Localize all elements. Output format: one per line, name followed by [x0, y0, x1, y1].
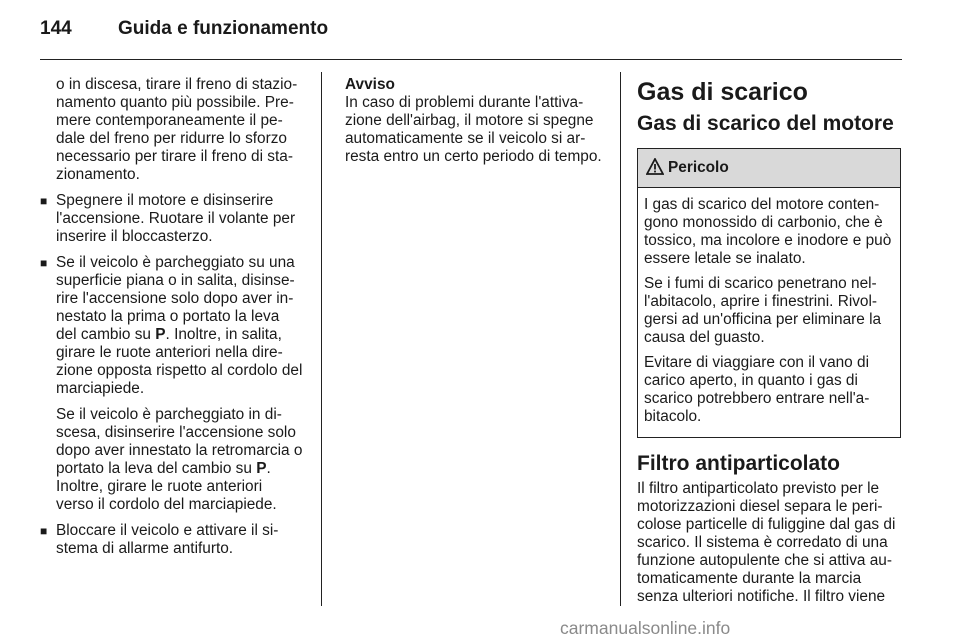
danger-paragraph: I gas di scarico del motore conten-gono monossido di carbonio, che è tossico, ma incolore e inodore e può essere letale se inalato. — [644, 196, 892, 267]
bullet-icon: ■ — [40, 524, 48, 538]
column-divider-left — [321, 72, 322, 606]
danger-paragraph: Se i fumi di scarico penetrano nel-l'abitacolo, aprire i finestrini. Rivol-gersi ad un'officina per eliminare la causa del guasto. — [644, 275, 882, 346]
continued-paragraph: o in discesa, tirare il freno di stazio-namento quanto più possibile. Pre-mere contemporaneamente il pe-dale del freno per ridurre lo sforzo necessario per tirare il freno di sta-zionamento. — [56, 76, 298, 183]
chapter-title: Guida e funzionamento — [118, 18, 329, 39]
warning-triangle-icon — [646, 158, 664, 175]
danger-paragraph: Evitare di viaggiare con il vano di carico aperto, in quanto i gas di scarico potrebbero entrare nell'a-bitacolo. — [644, 354, 870, 425]
list-item-text: Se il veicolo è parcheggiato in di-scesa, disinserire l'accensione solo dopo aver innestato la retromarcia o portato la leva del cambio su — [56, 406, 303, 477]
column-2 — [345, 76, 603, 166]
gear-position-p: P — [256, 460, 267, 477]
list-item-text: Se il veicolo è parcheggiato su una superficie piana o in salita, disinse-rire l'accensione solo dopo aver in-nestato la prima o portato la leva del cambio su — [56, 254, 295, 343]
danger-header — [638, 149, 900, 188]
list-item-text: . Inoltre, in salita, girare le ruote anteriori nella dire-zione opposta rispetto al cordolo del marciapiede. — [56, 326, 303, 397]
list-item — [40, 192, 304, 246]
column-1 — [40, 76, 304, 566]
list-item-text: . Inoltre, girare le ruote anteriori verso il cordolo del marciapiede. — [56, 460, 277, 513]
danger-body — [638, 188, 900, 437]
bullet-icon: ■ — [40, 194, 48, 208]
list-item-text: Spegnere il motore e disinserire l'accensione. Ruotare il volante per inserire il bloccasterzo. — [56, 192, 296, 245]
list-item — [40, 254, 304, 398]
subsection-title: Gas di scarico del motore — [637, 112, 894, 135]
list-item-subparagraph — [40, 406, 304, 514]
list-item-text: Bloccare il veicolo e attivare il si-stema di allarme antifurto. — [56, 522, 279, 557]
note-title: Avviso — [345, 76, 395, 93]
bullet-icon: ■ — [40, 256, 48, 270]
danger-box — [637, 148, 901, 438]
header-rule — [40, 59, 902, 60]
page-number: 144 — [40, 18, 72, 39]
subsection-title-filter: Filtro antiparticolato — [637, 452, 841, 475]
section-title: Gas di scarico — [637, 78, 808, 106]
list-item — [40, 522, 304, 558]
note-text: In caso di problemi durante l'attiva-zione dell'airbag, il motore si spegne automaticamente se il veicolo si ar-resta entro un certo periodo di tempo. — [345, 94, 602, 165]
column-3 — [637, 76, 901, 606]
watermark: carmanualsonline.info — [560, 618, 731, 638]
column-divider-right — [620, 72, 621, 606]
gear-position-p: P — [155, 326, 166, 343]
filter-paragraph: Il filtro antiparticolato previsto per le motorizzazioni diesel separa le peri-colose particelle di fuliggine dal gas di scarico. Il sistema è corredato di una funzione autopulente che si attiva au-tomaticamente durante la marcia senza ulteriori notifiche. Il filtro viene — [637, 480, 896, 605]
danger-title: Pericolo — [668, 159, 729, 176]
